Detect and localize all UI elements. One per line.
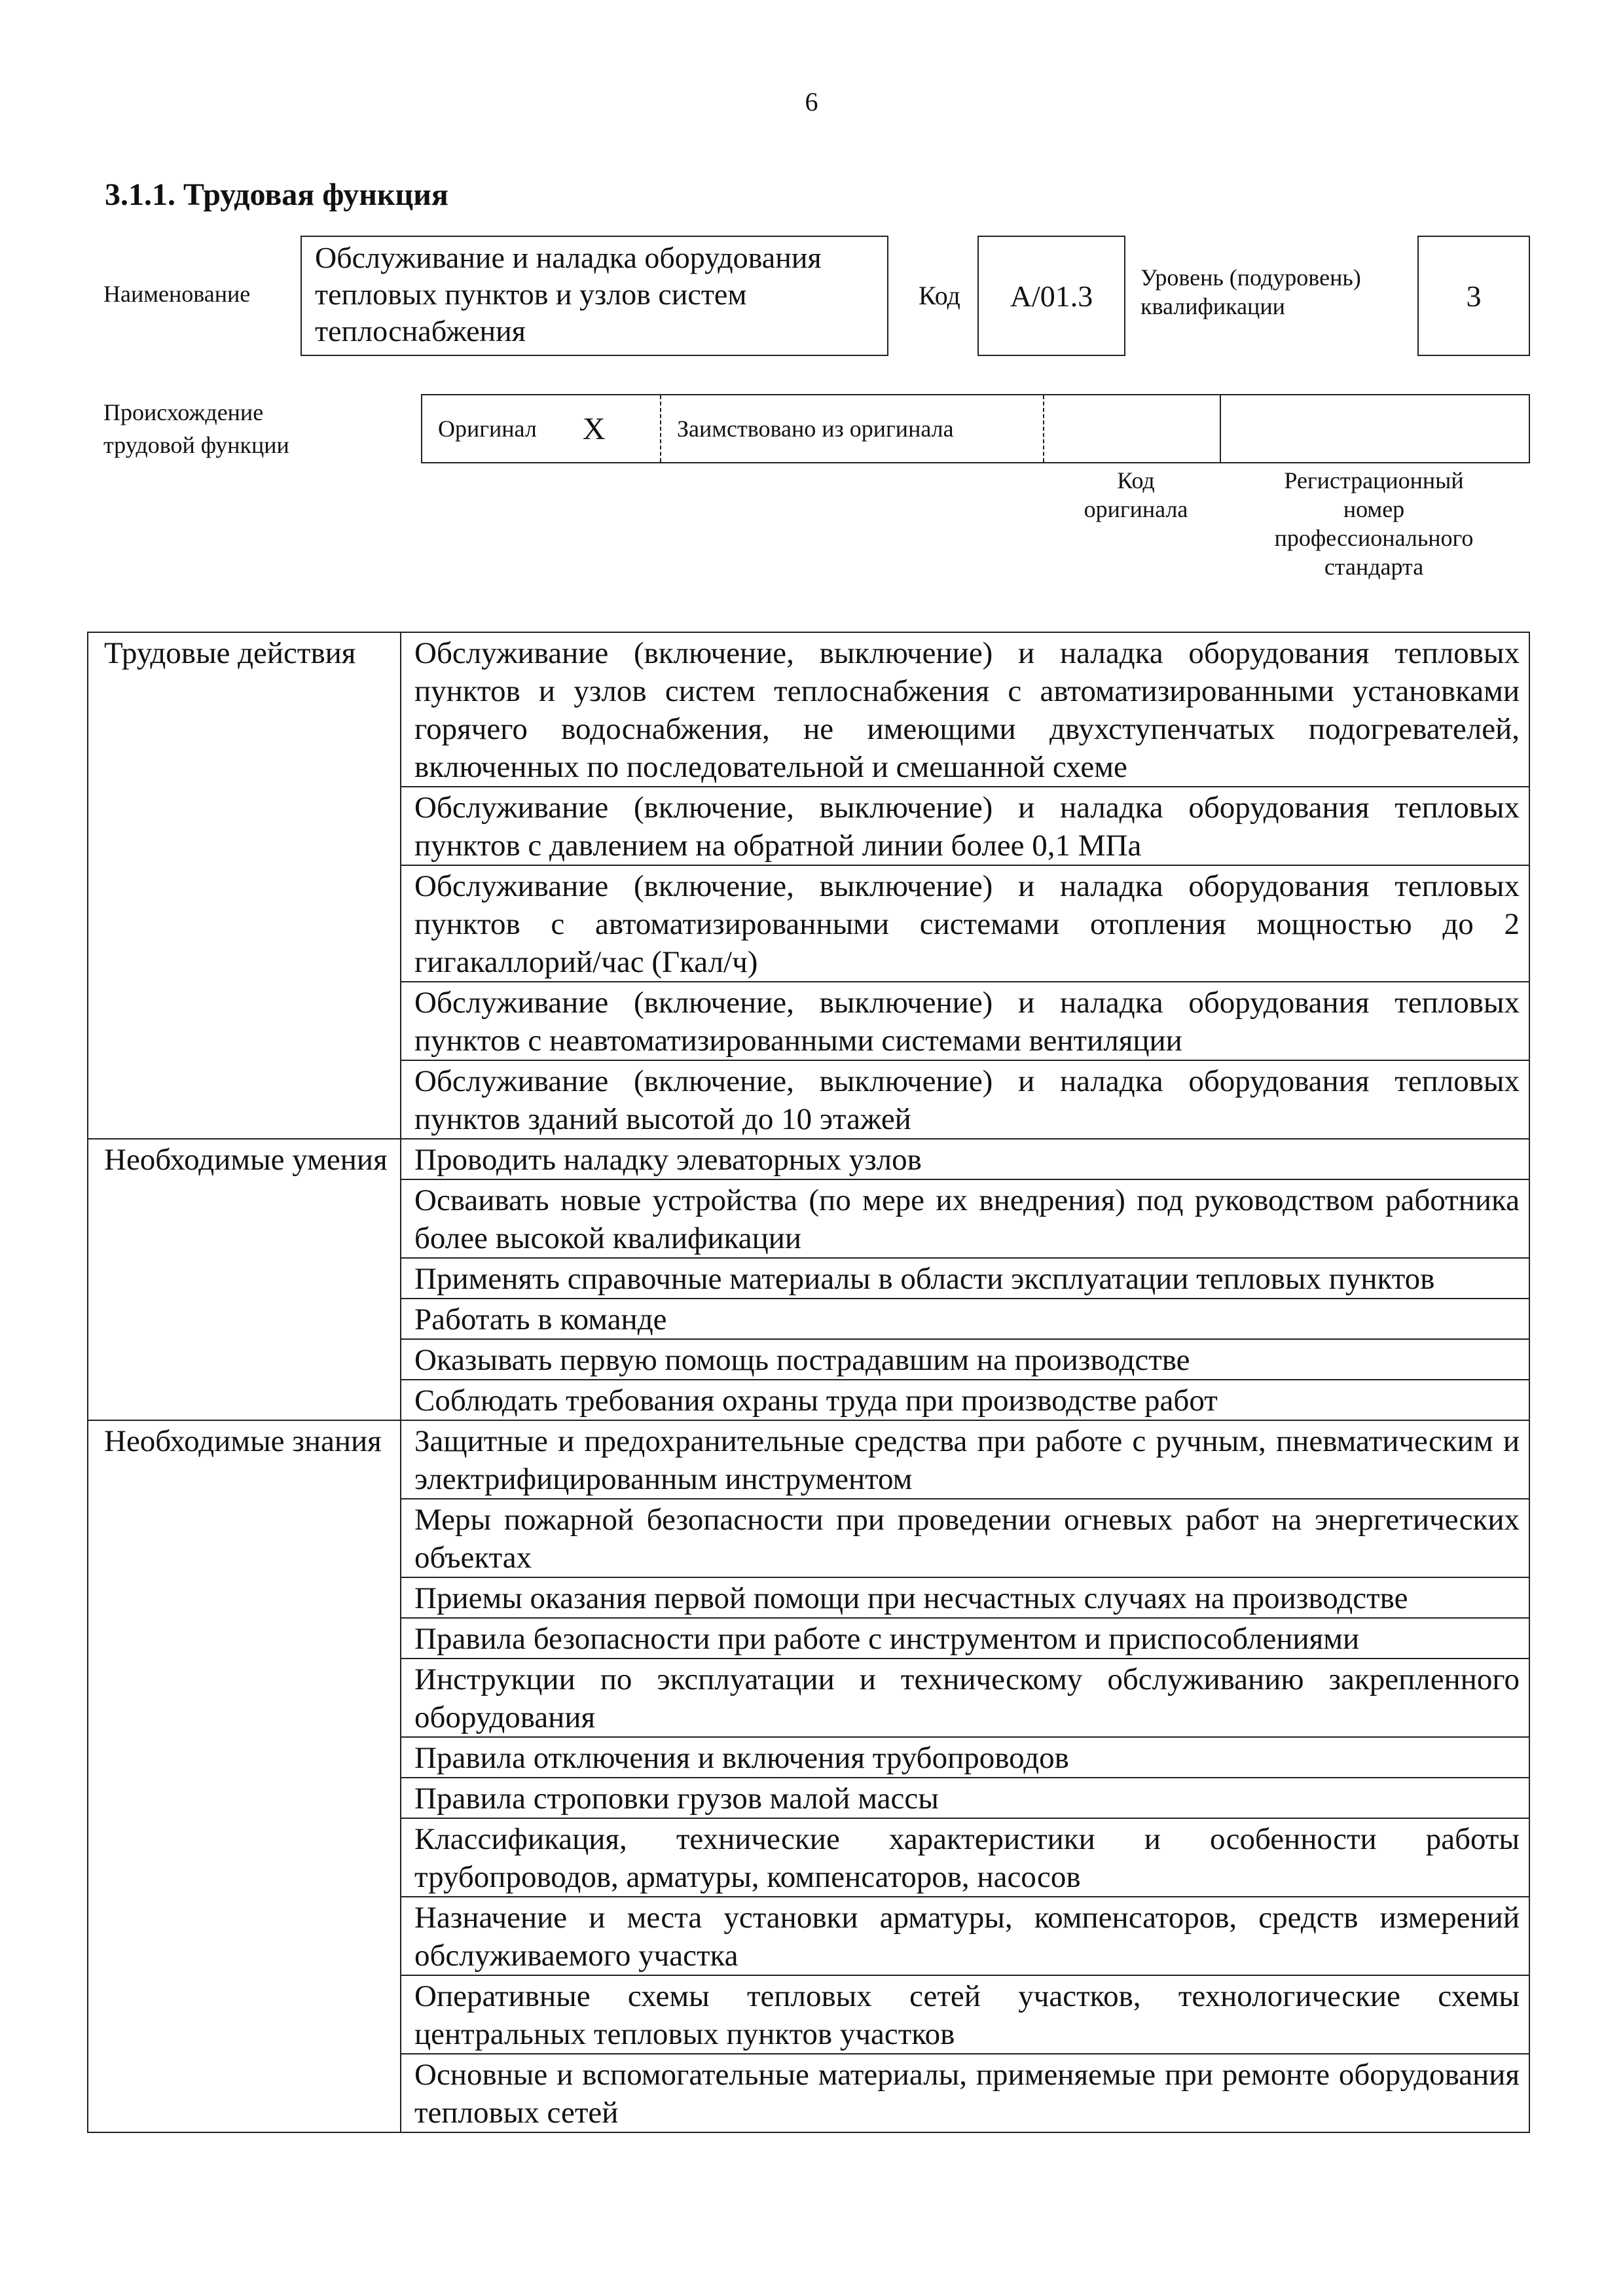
borrowed-label: Заимствовано из оригинала (677, 416, 954, 442)
table-row (88, 632, 1529, 787)
registration-caption-line4: стандарта (1324, 554, 1424, 580)
requirement-item: Основные и вспомогательные материалы, применяемые при ремонте оборудования тепловых сетей (401, 2054, 1529, 2132)
requirement-item: Правила отключения и включения трубопроводов (401, 1737, 1529, 1778)
requirement-item: Работать в команде (401, 1299, 1529, 1339)
origin-table (421, 394, 1530, 463)
section-category-cell: Необходимые умения (88, 1139, 401, 1420)
original-code-caption-line2: оригинала (1084, 496, 1188, 522)
requirement-item: Обслуживание (включение, выключение) и наладка оборудования тепловых пунктов с автоматизированными системами отопления мощностью до 2 гигакаллорий/час (Гкал/ч) (401, 865, 1529, 982)
requirement-item: Обслуживание (включение, выключение) и наладка оборудования тепловых пунктов зданий высотой до 10 этажей (401, 1060, 1529, 1139)
section-category-cell: Трудовые действия (88, 632, 401, 1139)
requirement-item: Оказывать первую помощь пострадавшим на производстве (401, 1339, 1529, 1380)
requirement-item: Классификация, технические характеристики и особенности работы трубопроводов, арматуры, компенсаторов, насосов (401, 1818, 1529, 1897)
section-title: 3.1.1. Трудовая функция (105, 177, 448, 212)
registration-caption-line2: номер (1343, 496, 1405, 522)
page-number: 6 (805, 87, 818, 117)
requirement-item: Соблюдать требования охраны труда при производстве работ (401, 1380, 1529, 1420)
requirement-item: Проводить наладку элеваторных узлов (401, 1139, 1529, 1179)
requirement-item: Обслуживание (включение, выключение) и наладка оборудования тепловых пунктов и узлов систем теплоснабжения с автоматизированными установками горячего водоснабжения, не имеющими двухступенчатых подогревателей, включенных по последовательной и смешанной схеме (401, 632, 1529, 787)
original-label: Оригинал (438, 416, 537, 442)
origin-original-cell (422, 395, 661, 462)
registration-caption-line1: Регистрационный (1284, 467, 1464, 493)
origin-label (103, 396, 289, 461)
table-row (88, 1139, 1529, 1179)
origin-label-line2: трудовой функции (103, 432, 289, 458)
origin-label-line1: Происхождение (103, 399, 264, 425)
section-category-cell: Необходимые знания (88, 1420, 401, 2132)
requirement-item: Приемы оказания первой помощи при несчастных случаях на производстве (401, 1577, 1529, 1618)
table-row (88, 1420, 1529, 1499)
qualification-level-label-line1: Уровень (подуровень) (1140, 264, 1361, 291)
requirement-item: Обслуживание (включение, выключение) и наладка оборудования тепловых пунктов с давлением на обратной линии более 0,1 МПа (401, 787, 1529, 865)
labor-function-table (87, 632, 1530, 2133)
requirement-item: Осваивать новые устройства (по мере их внедрения) под руководством работника более высокой квалификации (401, 1179, 1529, 1258)
code-box: A/01.3 (977, 236, 1125, 356)
requirement-item: Правила безопасности при работе с инструментом и приспособлениями (401, 1618, 1529, 1659)
qualification-level-label (1140, 263, 1361, 321)
requirement-item: Оперативные схемы тепловых сетей участков, технологические схемы центральных тепловых пунктов участков (401, 1975, 1529, 2054)
registration-caption-line3: профессионального (1274, 525, 1474, 551)
code-label: Код (919, 281, 960, 310)
registration-number-caption (1218, 466, 1530, 581)
requirement-item: Назначение и места установки арматуры, компенсаторов, средств измерений обслуживаемого участка (401, 1897, 1529, 1975)
qualification-level-box: 3 (1417, 236, 1530, 356)
requirement-item: Защитные и предохранительные средства при работе с ручным, пневматическим и электрифицированным инструментом (401, 1420, 1529, 1499)
function-name-box: Обслуживание и наладка оборудования тепловых пунктов и узлов систем теплоснабжения (301, 236, 888, 356)
requirement-item: Правила строповки грузов малой массы (401, 1778, 1529, 1818)
requirement-item: Инструкции по эксплуатации и техническому обслуживанию закрепленного оборудования (401, 1659, 1529, 1737)
original-code-cell (1044, 395, 1221, 462)
original-mark: X (582, 411, 606, 446)
qualification-level-label-line2: квалификации (1140, 293, 1285, 319)
original-code-caption-line1: Код (1117, 467, 1155, 493)
requirement-item: Применять справочные материалы в области эксплуатации тепловых пунктов (401, 1258, 1529, 1299)
requirement-item: Меры пожарной безопасности при проведении огневых работ на энергетических объектах (401, 1499, 1529, 1577)
requirement-item: Обслуживание (включение, выключение) и наладка оборудования тепловых пунктов с неавтоматизированными системами вентиляции (401, 982, 1529, 1060)
original-code-caption (1048, 466, 1224, 524)
name-label: Наименование (103, 281, 251, 307)
registration-number-cell (1221, 395, 1529, 462)
origin-borrowed-cell (661, 395, 1044, 462)
